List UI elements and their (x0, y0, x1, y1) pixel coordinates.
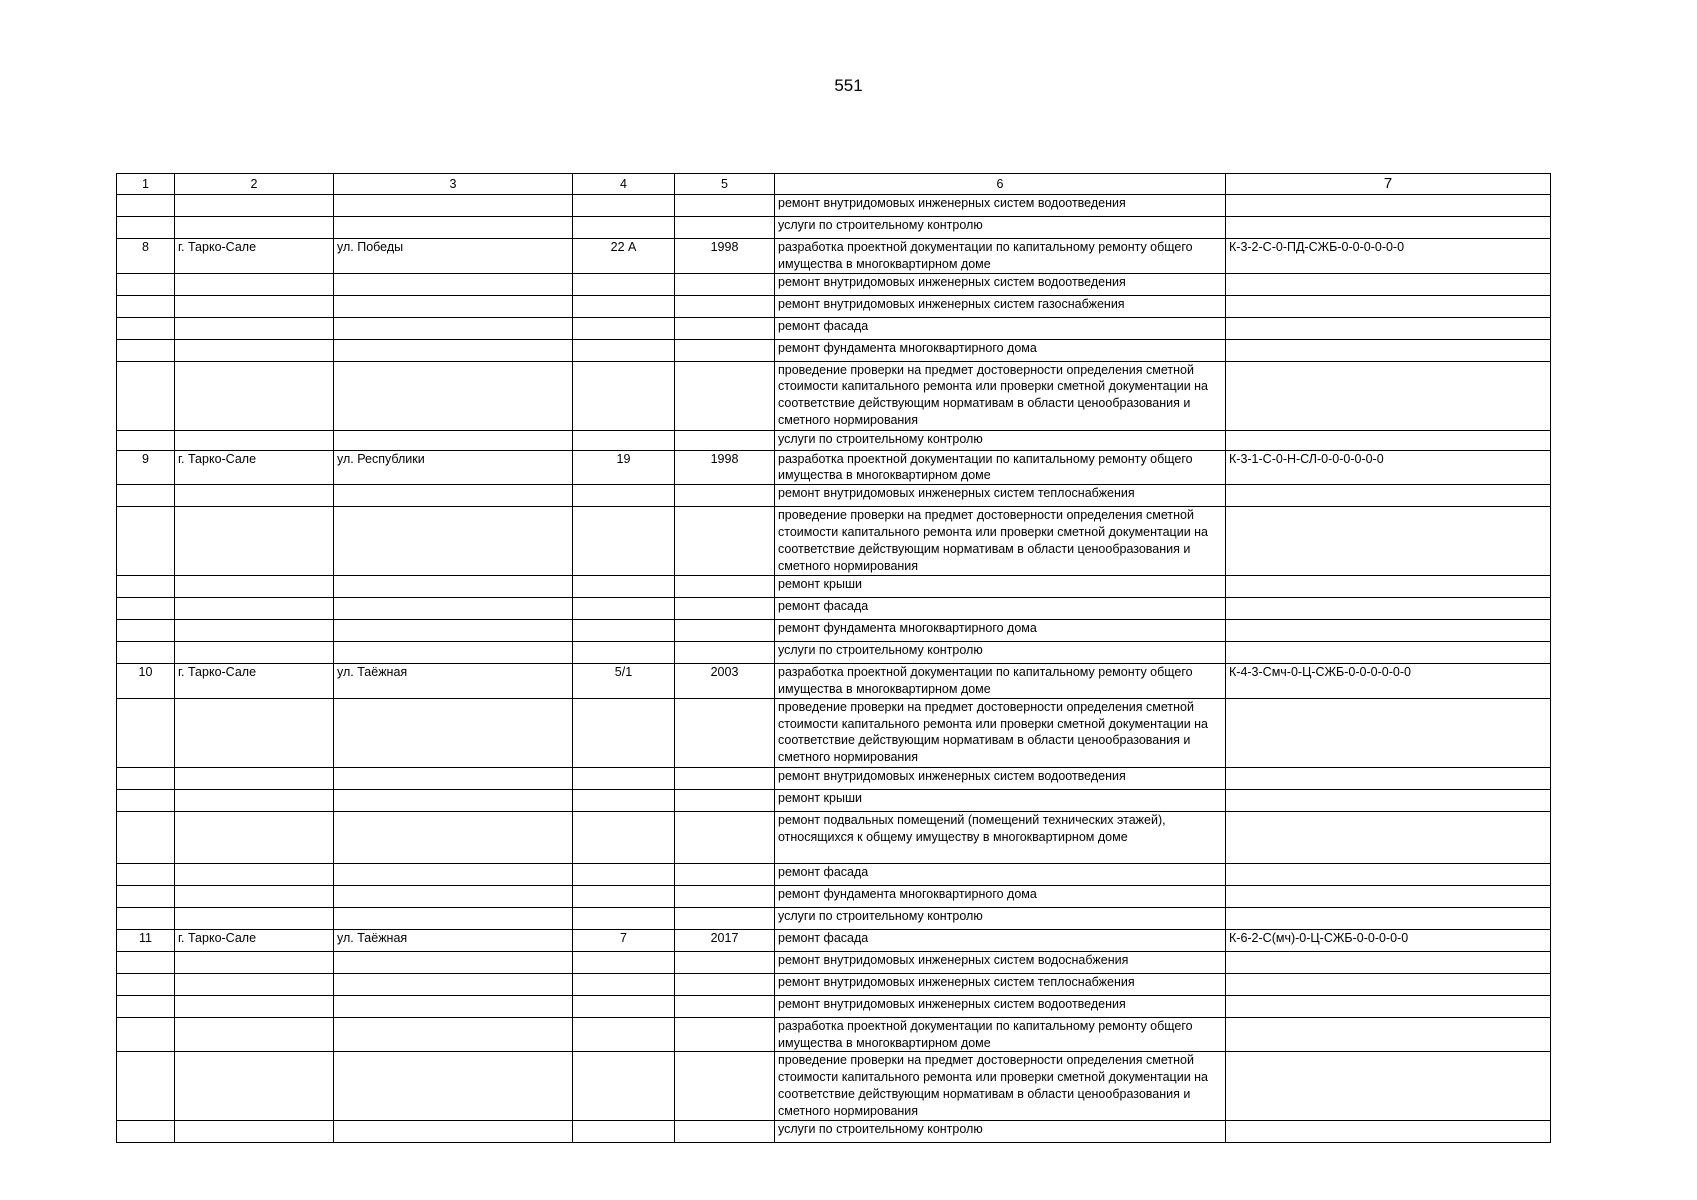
cell-street (334, 973, 573, 995)
cell-year-built (675, 1017, 775, 1052)
cell-work-type: разработка проектной документации по капитальному ремонту общего имущества в многоквартирном доме (775, 239, 1226, 274)
cell-street (334, 507, 573, 576)
column-header-6: 6 (775, 174, 1226, 195)
cell-year-built (675, 698, 775, 767)
cell-house-code (1226, 995, 1551, 1017)
cell-street (334, 339, 573, 361)
column-header-4: 4 (573, 174, 675, 195)
cell-number: 10 (117, 664, 175, 699)
cell-year-built (675, 620, 775, 642)
table-row (117, 995, 1551, 1017)
cell-number (117, 698, 175, 767)
cell-city (175, 995, 334, 1017)
cell-city (175, 767, 334, 789)
cell-number (117, 361, 175, 430)
column-header-7: 7 (1226, 174, 1551, 195)
cell-street (334, 273, 573, 295)
cell-street: ул. Республики (334, 450, 573, 485)
cell-city (175, 973, 334, 995)
cell-city (175, 789, 334, 811)
cell-house-number (573, 642, 675, 664)
cell-house-number (573, 317, 675, 339)
cell-work-type: ремонт фундамента многоквартирного дома (775, 620, 1226, 642)
cell-number (117, 339, 175, 361)
cell-year-built (675, 973, 775, 995)
cell-number (117, 789, 175, 811)
table-row (117, 885, 1551, 907)
cell-year-built (675, 995, 775, 1017)
cell-work-type: ремонт внутридомовых инженерных систем газоснабжения (775, 295, 1226, 317)
cell-street (334, 217, 573, 239)
cell-house-number (573, 273, 675, 295)
table-row (117, 295, 1551, 317)
cell-number (117, 951, 175, 973)
cell-house-code (1226, 598, 1551, 620)
cell-house-code: К-6-2-С(мч)-0-Ц-СЖБ-0-0-0-0-0 (1226, 929, 1551, 951)
cell-house-code (1226, 973, 1551, 995)
cell-year-built (675, 485, 775, 507)
cell-house-number (573, 789, 675, 811)
cell-work-type: проведение проверки на предмет достоверности определения сметной стоимости капитального ремонта или проверки сметной документации на соответствие действующим нормативам в области ценообразования и сметного нормирования (775, 1052, 1226, 1121)
cell-year-built (675, 789, 775, 811)
cell-work-type: проведение проверки на предмет достоверности определения сметной стоимости капитального ремонта или проверки сметной документации на соответствие действующим нормативам в области ценообразования и сметного нормирования (775, 507, 1226, 576)
table-row (117, 789, 1551, 811)
cell-house-number (573, 1017, 675, 1052)
cell-house-number (573, 361, 675, 430)
cell-street (334, 1017, 573, 1052)
cell-street (334, 951, 573, 973)
cell-house-code (1226, 195, 1551, 217)
cell-year-built (675, 295, 775, 317)
cell-year-built (675, 811, 775, 863)
table-row (117, 217, 1551, 239)
cell-city (175, 951, 334, 973)
table-row (117, 507, 1551, 576)
cell-house-number (573, 1121, 675, 1143)
cell-street: ул. Победы (334, 239, 573, 274)
cell-house-code (1226, 576, 1551, 598)
cell-house-code: К-3-2-С-0-ПД-СЖБ-0-0-0-0-0-0 (1226, 239, 1551, 274)
cell-city: г. Тарко-Сале (175, 450, 334, 485)
cell-number (117, 195, 175, 217)
cell-house-number (573, 951, 675, 973)
table-row (117, 598, 1551, 620)
cell-house-number (573, 507, 675, 576)
cell-city (175, 885, 334, 907)
table-row (117, 485, 1551, 507)
cell-house-number (573, 995, 675, 1017)
table-row (117, 951, 1551, 973)
table-row (117, 430, 1551, 450)
cell-house-code (1226, 507, 1551, 576)
table-row (117, 339, 1551, 361)
cell-year-built (675, 767, 775, 789)
cell-year-built (675, 1121, 775, 1143)
cell-work-type: услуги по строительному контролю (775, 1121, 1226, 1143)
table-row (117, 929, 1551, 951)
cell-house-code (1226, 863, 1551, 885)
table-row (117, 195, 1551, 217)
table-row (117, 1121, 1551, 1143)
cell-number: 8 (117, 239, 175, 274)
cell-house-number: 22 А (573, 239, 675, 274)
cell-number (117, 507, 175, 576)
cell-street: ул. Таёжная (334, 664, 573, 699)
cell-house-code (1226, 951, 1551, 973)
cell-number (117, 620, 175, 642)
cell-house-code (1226, 907, 1551, 929)
cell-house-number (573, 485, 675, 507)
cell-number (117, 295, 175, 317)
cell-city (175, 485, 334, 507)
cell-number (117, 863, 175, 885)
cell-house-code (1226, 811, 1551, 863)
cell-house-code (1226, 620, 1551, 642)
cell-city (175, 642, 334, 664)
cell-work-type: ремонт фасада (775, 863, 1226, 885)
cell-work-type: ремонт фасада (775, 929, 1226, 951)
cell-street (334, 885, 573, 907)
cell-street (334, 863, 573, 885)
cell-number (117, 973, 175, 995)
table-row (117, 642, 1551, 664)
cell-year-built (675, 598, 775, 620)
cell-work-type: ремонт фундамента многоквартирного дома (775, 339, 1226, 361)
column-header-5: 5 (675, 174, 775, 195)
cell-street (334, 789, 573, 811)
cell-street (334, 195, 573, 217)
cell-number: 11 (117, 929, 175, 951)
cell-work-type: ремонт внутридомовых инженерных систем водоотведения (775, 273, 1226, 295)
cell-year-built (675, 430, 775, 450)
cell-city (175, 339, 334, 361)
cell-work-type: разработка проектной документации по капитальному ремонту общего имущества в многоквартирном доме (775, 1017, 1226, 1052)
cell-house-code (1226, 698, 1551, 767)
cell-house-code (1226, 339, 1551, 361)
cell-work-type: услуги по строительному контролю (775, 430, 1226, 450)
cell-work-type: разработка проектной документации по капитальному ремонту общего имущества в многоквартирном доме (775, 450, 1226, 485)
cell-number (117, 317, 175, 339)
cell-city (175, 698, 334, 767)
cell-house-number (573, 767, 675, 789)
cell-year-built (675, 273, 775, 295)
cell-street (334, 430, 573, 450)
cell-house-code (1226, 295, 1551, 317)
cell-house-code (1226, 273, 1551, 295)
cell-house-code (1226, 485, 1551, 507)
cell-year-built (675, 576, 775, 598)
cell-work-type: ремонт внутридомовых инженерных систем водоотведения (775, 767, 1226, 789)
cell-year-built: 1998 (675, 239, 775, 274)
cell-city (175, 907, 334, 929)
table-row (117, 361, 1551, 430)
cell-year-built (675, 195, 775, 217)
cell-number (117, 273, 175, 295)
cell-work-type: ремонт крыши (775, 576, 1226, 598)
cell-work-type: ремонт внутридомовых инженерных систем теплоснабжения (775, 973, 1226, 995)
cell-year-built: 2017 (675, 929, 775, 951)
cell-house-number (573, 907, 675, 929)
cell-work-type: услуги по строительному контролю (775, 642, 1226, 664)
cell-work-type: ремонт внутридомовых инженерных систем теплоснабжения (775, 485, 1226, 507)
cell-city (175, 1121, 334, 1143)
cell-city (175, 195, 334, 217)
cell-street (334, 767, 573, 789)
cell-work-type: услуги по строительному контролю (775, 907, 1226, 929)
cell-house-number (573, 863, 675, 885)
table-row (117, 698, 1551, 767)
cell-number (117, 907, 175, 929)
cell-city (175, 217, 334, 239)
cell-house-code (1226, 885, 1551, 907)
cell-city: г. Тарко-Сале (175, 239, 334, 274)
cell-work-type: ремонт фасада (775, 598, 1226, 620)
table-row (117, 767, 1551, 789)
cell-street (334, 295, 573, 317)
cell-city (175, 273, 334, 295)
repair-program-table (116, 173, 1551, 1143)
cell-city: г. Тарко-Сале (175, 664, 334, 699)
cell-house-code (1226, 217, 1551, 239)
cell-house-number (573, 1052, 675, 1121)
cell-house-number (573, 217, 675, 239)
cell-house-code (1226, 1052, 1551, 1121)
cell-house-number (573, 598, 675, 620)
cell-street (334, 811, 573, 863)
cell-house-number (573, 339, 675, 361)
cell-house-code (1226, 789, 1551, 811)
cell-house-number: 19 (573, 450, 675, 485)
table-row (117, 664, 1551, 699)
cell-number (117, 811, 175, 863)
cell-house-code (1226, 1121, 1551, 1143)
cell-street (334, 1052, 573, 1121)
cell-city (175, 598, 334, 620)
cell-number (117, 1052, 175, 1121)
cell-house-number (573, 430, 675, 450)
cell-house-number (573, 698, 675, 767)
cell-city (175, 811, 334, 863)
cell-house-number (573, 620, 675, 642)
table-row (117, 317, 1551, 339)
cell-street (334, 698, 573, 767)
cell-number (117, 642, 175, 664)
cell-year-built (675, 885, 775, 907)
table-row (117, 273, 1551, 295)
cell-year-built (675, 951, 775, 973)
cell-number (117, 767, 175, 789)
cell-number: 9 (117, 450, 175, 485)
cell-house-code (1226, 767, 1551, 789)
cell-city (175, 430, 334, 450)
cell-work-type: ремонт фундамента многоквартирного дома (775, 885, 1226, 907)
cell-city (175, 576, 334, 598)
cell-work-type: ремонт внутридомовых инженерных систем водоснабжения (775, 951, 1226, 973)
cell-year-built (675, 507, 775, 576)
cell-house-code (1226, 642, 1551, 664)
table-row (117, 620, 1551, 642)
cell-year-built (675, 1052, 775, 1121)
cell-house-number (573, 195, 675, 217)
cell-work-type: ремонт фасада (775, 317, 1226, 339)
cell-city (175, 620, 334, 642)
table-row (117, 239, 1551, 274)
table-row (117, 1017, 1551, 1052)
cell-house-code: К-3-1-С-0-Н-СЛ-0-0-0-0-0-0 (1226, 450, 1551, 485)
header-row (117, 174, 1551, 195)
cell-number (117, 217, 175, 239)
cell-city (175, 317, 334, 339)
cell-work-type: ремонт внутридомовых инженерных систем водоотведения (775, 995, 1226, 1017)
table-row (117, 863, 1551, 885)
cell-street (334, 576, 573, 598)
cell-street (334, 995, 573, 1017)
cell-house-code (1226, 430, 1551, 450)
table-row (117, 1052, 1551, 1121)
cell-street: ул. Таёжная (334, 929, 573, 951)
cell-street (334, 907, 573, 929)
cell-house-number (573, 295, 675, 317)
cell-street (334, 642, 573, 664)
cell-house-number (573, 973, 675, 995)
table-row (117, 973, 1551, 995)
cell-year-built: 2003 (675, 664, 775, 699)
cell-year-built (675, 317, 775, 339)
cell-street (334, 485, 573, 507)
cell-city (175, 361, 334, 430)
cell-work-type: ремонт крыши (775, 789, 1226, 811)
cell-number (117, 576, 175, 598)
cell-street (334, 598, 573, 620)
cell-work-type: разработка проектной документации по капитальному ремонту общего имущества в многоквартирном доме (775, 664, 1226, 699)
cell-street (334, 620, 573, 642)
cell-year-built: 1998 (675, 450, 775, 485)
cell-street (334, 1121, 573, 1143)
cell-number (117, 885, 175, 907)
cell-number (117, 485, 175, 507)
cell-number (117, 1121, 175, 1143)
cell-house-number: 7 (573, 929, 675, 951)
cell-city (175, 295, 334, 317)
cell-number (117, 598, 175, 620)
cell-number (117, 1017, 175, 1052)
cell-house-number: 5/1 (573, 664, 675, 699)
table-row (117, 907, 1551, 929)
cell-street (334, 317, 573, 339)
column-header-3: 3 (334, 174, 573, 195)
cell-year-built (675, 863, 775, 885)
table-body (117, 174, 1551, 1143)
table-row (117, 576, 1551, 598)
cell-city (175, 1052, 334, 1121)
cell-work-type: проведение проверки на предмет достоверности определения сметной стоимости капитального ремонта или проверки сметной документации на соответствие действующим нормативам в области ценообразования и сметного нормирования (775, 698, 1226, 767)
column-header-2: 2 (175, 174, 334, 195)
cell-year-built (675, 339, 775, 361)
cell-house-code (1226, 1017, 1551, 1052)
cell-city (175, 863, 334, 885)
cell-work-type: проведение проверки на предмет достоверности определения сметной стоимости капитального ремонта или проверки сметной документации на соответствие действующим нормативам в области ценообразования и сметного нормирования (775, 361, 1226, 430)
table-row (117, 811, 1551, 863)
cell-year-built (675, 907, 775, 929)
cell-year-built (675, 642, 775, 664)
cell-city (175, 507, 334, 576)
cell-house-number (573, 576, 675, 598)
cell-street (334, 361, 573, 430)
cell-work-type: услуги по строительному контролю (775, 217, 1226, 239)
cell-work-type: ремонт подвальных помещений (помещений технических этажей), относящихся к общему имуществу в многоквартирном доме (775, 811, 1226, 863)
cell-city: г. Тарко-Сале (175, 929, 334, 951)
cell-house-code (1226, 361, 1551, 430)
column-header-1: 1 (117, 174, 175, 195)
cell-city (175, 1017, 334, 1052)
cell-house-code (1226, 317, 1551, 339)
page-number: 551 (834, 76, 863, 95)
cell-house-number (573, 885, 675, 907)
cell-work-type: ремонт внутридомовых инженерных систем водоотведения (775, 195, 1226, 217)
cell-year-built (675, 361, 775, 430)
cell-number (117, 430, 175, 450)
cell-number (117, 995, 175, 1017)
cell-house-code: К-4-3-Смч-0-Ц-СЖБ-0-0-0-0-0-0 (1226, 664, 1551, 699)
cell-house-number (573, 811, 675, 863)
cell-year-built (675, 217, 775, 239)
table-row (117, 450, 1551, 485)
